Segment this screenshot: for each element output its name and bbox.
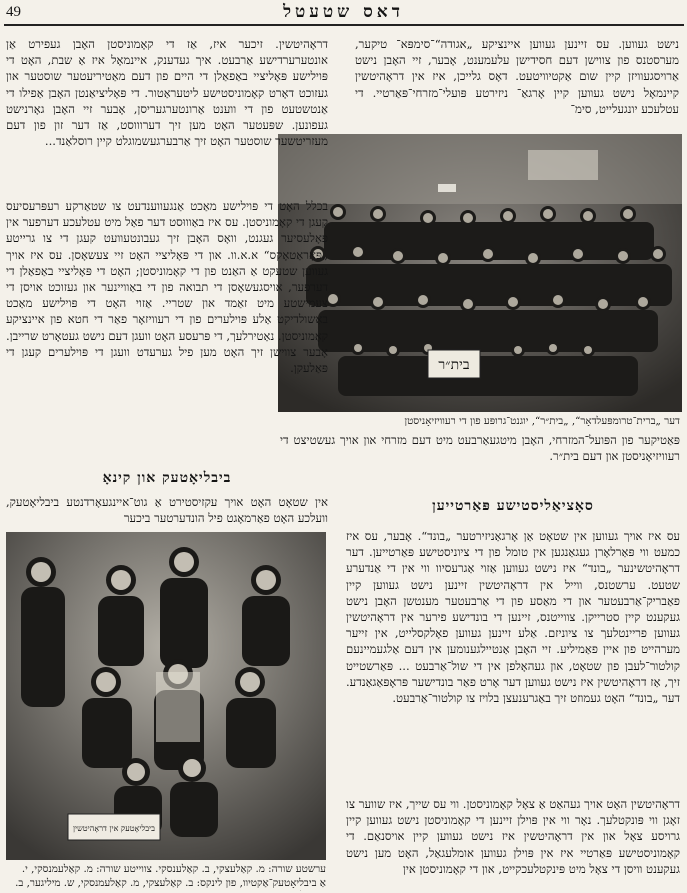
page-header: [0, 0, 687, 26]
betar-photo-caption: דער „ברית־טרומפּעלדאָר“, „בית״ר“, יוגנט־גרופּע פון די רעוויזיאָניסטן: [404, 415, 680, 427]
betar-group-photo: [278, 134, 682, 412]
betar-banner: בית״ר: [438, 357, 470, 373]
right-column-last-paragraph: דראָהיטשין האָט אויך געהאַט אַ צאָל קאָמוניסטן. ווי עס שייך, איז שווער צו זאָגן ווי פּונקטלעך. נאָר ווי אין פּוילן זיינען די קאָמוניסטן נישט געווען קיין גרויסע צאָל און אין דראָהיטשין איז נישט געווען קיין אויסנאַם. די קאָמוניסטישע פּאַרטיי איז אין פּוילן געווען אומלעגאַל, האָט מען נישט געקענט וויסן די צאָל מיט פּינקטלעכקייט, און די קאָמוניסטן אין: [346, 797, 680, 876]
header-rule: [4, 24, 684, 26]
page-number: 49: [6, 4, 21, 20]
left-column-second-paragraph: בכלל האָט די פּוילישע מאַכט אַנגעווענדעט צו שטאַרקע רעפּרעסיעס קעגן די קאָמוניסטן. עס איז באַוווּסט דער פאַל מיט עטלעכע דערפער אין פּאָלעסיער געגנט, וואָס האָבן זיך געבונטעוועט קעגן די צו גרייטע „פּאָראַטאָקס“ א.א.וו. און די פּאָליציי האָט זיי צעשאָסן. עס איז אויך געווען שטעקט אַ האַנט פון די קאָמוניסטן; האָט די פּאָליציי באַפאַלן די דערפער, אויסגעשאָסן די תבואה פון די באַוויינער און געזוכט אויסן די צעמישטע מיט זאַמד און שטריי. אַזוי האָט די פּוילישע מאַכט באַשולדיקט אַלע פּוילערים פון די רעוויזאָר פאַר די חטא פון איינציקע קאָמוניסטן. נאַטירלעך, די פּרעסע האָט וועגן דעם נישט געטאָרט שרייבן. אָבער צווישן זיך האָט מען פיל גערעדט וועגן די פּוילערים קעגן די פּאַלעקן.: [6, 199, 328, 376]
socialist-parties-text: עס איז אויך געווען אין שטאָט אַן אָרגאַניזירטער „בונד“. אָבער, עס איז כמעט ווי פּאַרלאָרן געגאַנגען אין טומל פון די ציוניסטישע פּאַרטייען. דער דראָהיטשינער „בונד“ איז נישט געווען אַזוי אַגרעסיוו ווי אין די אַנדערע שטעט. ערשטנס, ווייל אין דראָהיטשין זיינען נישט געווען קיין פאַבריק־אַרבעטער און די מאַסע פון די אַרבעטער מענטשן האָבן נישט געקענט קיין סטרייקן. צווייטנס, זיינען די בונדישע פירער אין דראָהיטשין געווען פריינטלעך צו ציוניזם. אַלע זיינען געווען פאָלקסלייט, אין זייער מערהייט פון איין פאַמיליע. זיי האָבן אַנטיילגענומען אין דעם אַלגעמיינעם קולטור־לעבן פון שטאָט, און געהאָלפן אין די שול־אַרבעט ... פּאַרשטייט זיך, אַז דראָהיטשין איז נישט געווען דער אָרט פאַר בונדישער פּראָפּאַגאַנדע. דער „בונד“ האָט געמוזט זיך באַגרענעצן בלויז צו קולטור־אַרבעט.: [346, 529, 680, 706]
library-text: אין שטאָט האָט אויך עקזיסטירט אַ גוט־איינגעאָרדנטע ביבליאָטעק, וועלכע האָט פאַרמאָגט פיל הונדערטער ביכער: [6, 495, 328, 526]
left-column-top-text: דראָהיטשין. זיכער איז, אַז די קאָמוניסטן האָבן געפירט אַן אונטערערדישע אַרבעט. איך געדענק, איינמאָל איז אַ שבת, האָט די פּוילישע פּאָליציי באַפאַלן די היים פון דעם מאַטיריעטער שוסטער און געזוכט דאָרט קאָמוניסטישע ליטעראַטור. די פּאָליציאַנטן האָבן אַפילו די אַנטשטעט פון די ווענט אַרונטערגעריסן, אָבער זיי האָבן גאָרנישט געפונען. שפּעטער האָט מען זיך דערוווסט, אַז דער זון פון דעם מעזריטשער שוסטער האָט זיך אַרבערגעשמוגלט קיין רוסלאַנד...: [6, 37, 328, 149]
library-photo-caption-2: אַ ביבליאָטעק־אַקטיוו, פון לינקס: ב. קאַלעצקי, מ. קאַלעמנסקי, ש. מיליגער, ב.: [15, 877, 326, 889]
library-heading: ביבליאָטעק און קינאָ: [102, 470, 232, 486]
library-photo-caption-1: ערשטע שורה: מ. קאַלעצקי, ב. קאַלענסקי. צווייטע שורה: מ. קאַלעמנסקי, י.: [21, 863, 326, 875]
socialist-parties-heading: סאָציאַליסטישע פּאַרטייען: [432, 498, 594, 514]
right-column-top-text: נישט געווען. עס זיינען געווען איינציקע „אגודה“־סימפּא־ טיקער, מערסטנס פון צווישן דעם חסידישן עלעמענט, אָבער, זיי האָבן נישט אַרויסגעוויזן קיין שום אַקטיוויטעט. דאָס גלייכן, איז אין דראָהיטשין קיינמאָל נישט געווען קיין אָרגאַ־ ניזירטע פּועלי־מזרחי־פּאַרטיי. די עטלעכע יונגעלייט, סימ־: [355, 37, 679, 116]
right-column-after-photo: פּאַטיקער פון הפּועל־המזרחי, האָבן מיטגעאַרבעט מיט דעם מזרחי און אויך געשטיצט די רעוויזיאָניסטן און דעם בית״ר.: [280, 433, 680, 464]
library-group-photo: [6, 532, 326, 860]
running-title: דאס שטעטל: [283, 2, 404, 22]
library-banner: ביבליאָטעק אין דראָהיטשין: [72, 824, 156, 833]
